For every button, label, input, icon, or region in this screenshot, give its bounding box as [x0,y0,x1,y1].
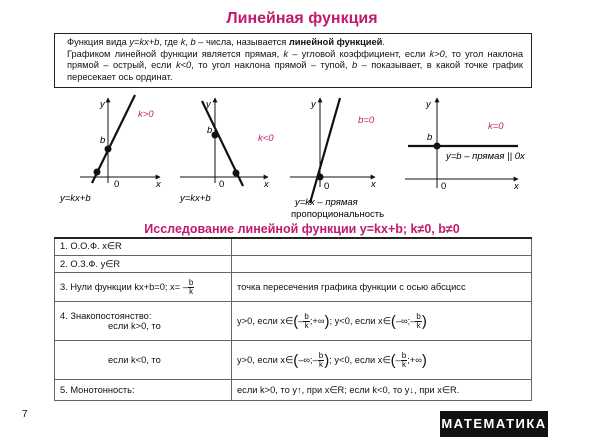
def-var: k [283,48,289,59]
brand-label: МАТЕМАТИКА [440,411,548,437]
def-text: Графиком линейной функции является прямая, [67,48,284,59]
table-row [55,380,532,401]
table-cell [55,273,232,302]
sign-title: 4. Знакопостоянство: [60,311,152,322]
axis-x-label: x [371,179,376,190]
b-label: b [207,125,213,136]
table-cell [232,255,532,272]
def-var: k>0 [429,48,445,59]
graph-condition: k>0 [138,109,154,120]
y-intercept-point [105,146,112,153]
table-cell: точка пересечения графика функции с осью абсцисс [232,273,532,302]
def-text: , где [159,37,181,47]
graph-caption: y=kx+b [180,193,211,204]
table-cell: 1. О.О.Ф. x∈R [55,238,232,255]
def-var: k<0 [175,60,192,71]
section-title: Исследование линейной функции y=kx+b; k≠0, b≠0 [144,222,460,236]
def-var: b [351,60,358,71]
def-var: b [190,37,196,47]
origin-label: 0 [114,179,120,190]
graph-caption: y=b – прямая || 0x [446,151,525,162]
graphs-figure [40,93,570,221]
graph-k-zero [405,98,526,192]
axis-x-label: x [264,179,269,190]
table-row [55,302,532,341]
def-text: , то угол наклона прямой – острый, если [67,48,523,71]
origin-label: 0 [324,181,330,192]
fraction: $\frac{b}{k}$ [188,277,194,296]
table-cell: y>0, если x∈(– $\frac{b}{k}$ ;+∞); y<0, если x∈(–∞;– $\frac{b}{k}$ ) [232,302,532,341]
def-var: k [180,37,186,47]
def-formula: y=kx+b [129,37,160,47]
zeros-text: 3. Нули функции kx+b=0; x= – [60,281,188,292]
sign-condition: если k>0, то [108,321,161,332]
graph-caption: y=kx+b [60,193,91,204]
graph-caption: пропорциональность [291,209,385,220]
def-text: . [382,37,385,47]
axis-y-label: y [206,99,211,110]
graph-condition: k<0 [258,133,274,144]
origin-label: 0 [219,179,225,190]
table-cell [55,341,232,380]
table-cell: y>0, если x∈(–∞;– $\frac{b}{k}$ ); y<0, если x∈(– $\frac{b}{k}$ ;+∞) [232,341,532,380]
table-row [55,273,532,302]
definition-box [54,33,532,88]
graph-b-zero [290,98,384,220]
b-label: b [100,135,106,146]
study-table [54,237,532,401]
page-number: 7 [22,409,28,420]
axis-y-label: y [100,99,105,110]
axis-x-label: x [156,179,161,190]
axis-y-label: y [311,99,316,110]
graph-k-positive [59,95,162,204]
axis-y-label: y [426,99,431,110]
table-cell [232,238,532,255]
def-text: – угловой коэффициент, если [288,48,430,59]
def-term: линейной функцией [288,37,383,47]
table-cell: если k>0, то y↑, при x∈R; если k<0, то y↓, при x∈R. [232,380,532,401]
table-cell: 2. О.З.Ф. y∈R [55,255,232,272]
page-title: Линейная функция [226,10,378,27]
axis-x-label: x [514,181,519,192]
def-text: , то угол наклона прямой – тупой, [191,60,352,71]
graph-caption: y=kx – прямая [295,197,358,208]
def-text: Функция вида [67,37,130,47]
b-label: b [427,132,433,143]
table-cell: 5. Монотонность: [55,380,232,401]
table-row [55,255,532,272]
origin-label: 0 [441,181,447,192]
graph-condition: k=0 [488,121,504,132]
def-text: – показывает, в какой точке график пересекает ось ординат. [67,60,523,82]
graph-condition: b=0 [358,115,375,126]
table-row [55,238,532,255]
def-text: , [185,37,191,47]
x-intercept-point [94,169,101,176]
graph-k-negative [179,98,274,204]
table-row [55,341,532,380]
def-text: – числа, называется [195,37,289,47]
table-cell [55,302,232,341]
sign-condition: если k<0, то [108,355,161,366]
